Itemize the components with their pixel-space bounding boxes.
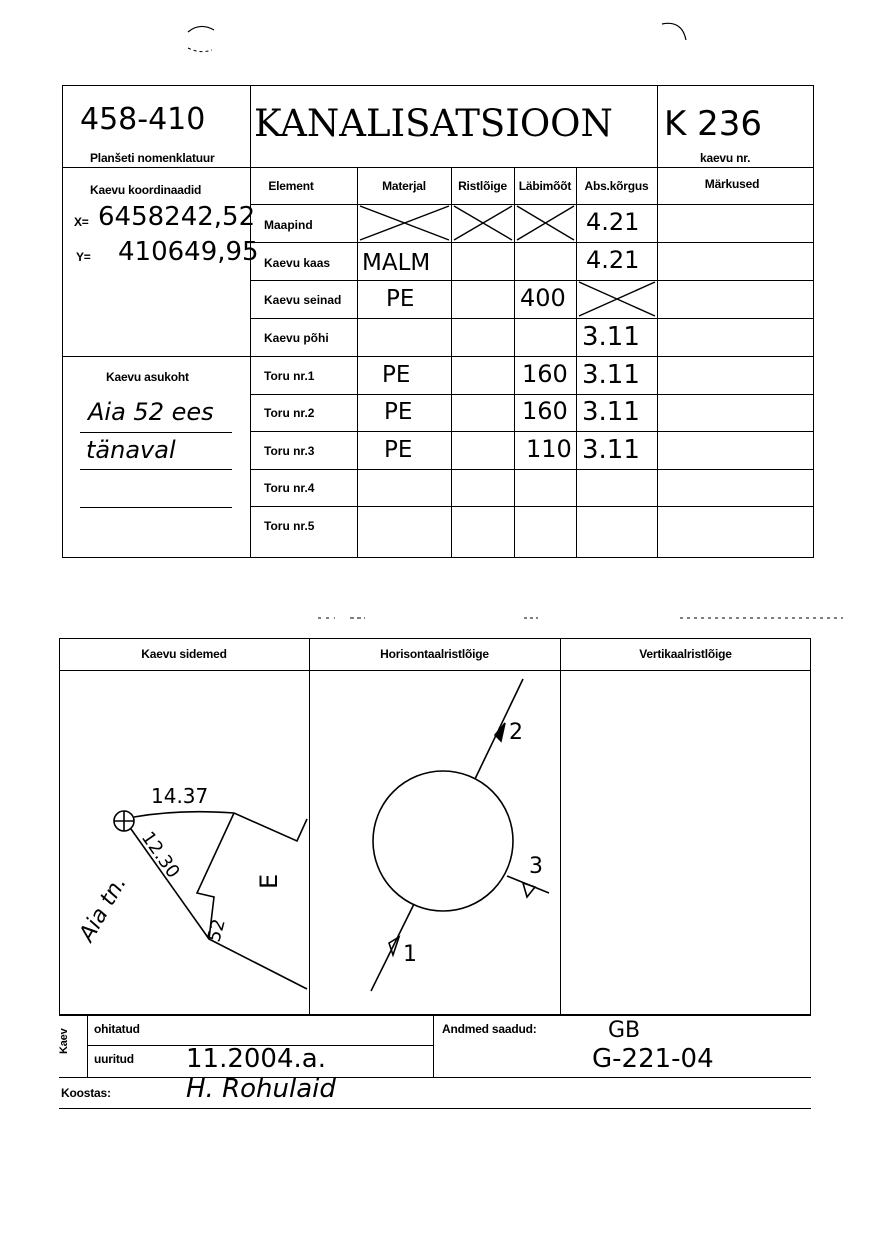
x-value: 6458242,52 (98, 202, 256, 232)
row-label: Kaevu kaas (264, 256, 331, 270)
data-value-1: GB (608, 1018, 641, 1043)
height-value: 3.11 (582, 397, 640, 427)
y-label: Y= (76, 250, 91, 264)
header-element: Element (268, 178, 314, 193)
material-value: PE (386, 286, 415, 312)
x-label: X= (74, 215, 89, 229)
diameter-value: 110 (526, 435, 572, 463)
section-vertical: Vertikaalristlõige (639, 647, 732, 661)
house-letter: E (255, 873, 283, 889)
diameter-value: 400 (520, 284, 566, 312)
row-label: Toru nr.1 (264, 369, 315, 383)
pipe-label-3: 3 (529, 854, 543, 879)
material-value: PE (384, 437, 413, 463)
header-notes: Märkused (704, 177, 760, 191)
row-label: Kaevu põhi (264, 331, 329, 345)
header-material: Materjal (382, 178, 426, 193)
tie-distance-1: 14.37 (151, 784, 209, 808)
row-label: Toru nr.5 (264, 519, 315, 533)
location-line2: tänaval (86, 436, 176, 464)
location-line1: Aia 52 ees (88, 398, 214, 426)
pipe-label-1: 1 (403, 942, 417, 967)
header-diameter: Läbimõõt (518, 178, 572, 193)
data-value-2: G-221-04 (592, 1044, 714, 1074)
header-cross-section: Ristlõige (458, 178, 507, 193)
well-number-label: kaevu nr. (700, 151, 751, 165)
nomenclature-label: Planšeti nomenklatuur (90, 151, 215, 165)
house-number: 52 (203, 916, 230, 945)
section-ties: Kaevu sidemed (141, 647, 227, 661)
material-value: PE (384, 399, 413, 425)
surveyed-value: 11.2004.a. (186, 1044, 326, 1074)
height-value: 3.11 (582, 435, 640, 465)
street-name: Aia tn. (74, 871, 132, 946)
ties-sketch (59, 671, 309, 1014)
row-label: Kaevu seinad (264, 293, 342, 307)
height-value: 4.21 (586, 208, 640, 236)
material-value: MALM (362, 250, 431, 276)
height-value: 3.11 (582, 360, 640, 390)
height-value: 3.11 (582, 322, 640, 352)
nomenclature-value: 458-410 (80, 102, 206, 137)
height-value: 4.21 (586, 246, 640, 274)
cut-line (0, 605, 874, 625)
material-value: PE (382, 362, 411, 388)
well-number: K 236 (664, 104, 762, 144)
header-abs-height: Abs.kõrgus (584, 178, 649, 193)
crossed-cells (0, 0, 874, 560)
diameter-value: 160 (522, 360, 568, 388)
compiled-label: Koostas: (61, 1086, 111, 1100)
compiled-value: H. Rohulaid (186, 1074, 336, 1104)
horizontal-section-sketch (309, 671, 560, 1014)
diameter-value: 160 (522, 397, 568, 425)
data-given-label: Andmed saadud: (442, 1022, 537, 1036)
location-label: Kaevu asukoht (106, 370, 189, 384)
row-label: Toru nr.3 (264, 444, 315, 458)
well-label: Kaev (58, 1028, 70, 1054)
row-label: Toru nr.2 (264, 406, 315, 420)
row-label: Toru nr.4 (264, 481, 315, 495)
pointed-label: ohitatud (94, 1022, 140, 1036)
row-label: Maapind (264, 218, 313, 232)
y-value: 410649,95 (118, 237, 259, 267)
tie-distance-2: 12.30 (136, 827, 184, 883)
page-title: KANALISATSIOON (254, 102, 613, 145)
surveyed-label: uuritud (94, 1052, 134, 1066)
pipe-label-2: 2 (509, 720, 523, 745)
coordinates-label: Kaevu koordinaadid (90, 183, 202, 197)
section-horizontal: Horisontaalristlõige (380, 647, 489, 661)
